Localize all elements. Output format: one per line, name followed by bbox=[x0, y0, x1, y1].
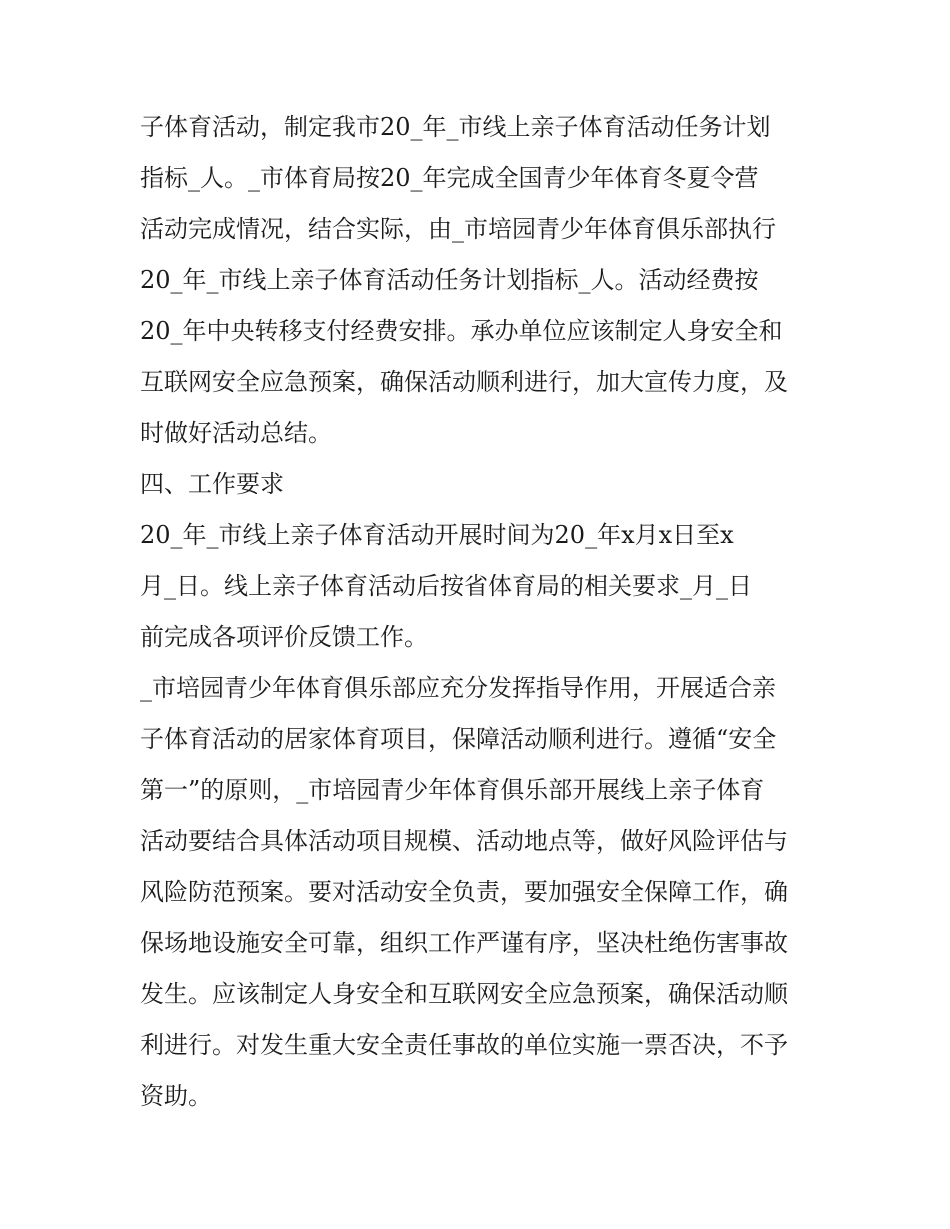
paragraph-line: 指标_人。_市体育局按20_年完成全国青少年体育冬夏令营 bbox=[140, 164, 759, 192]
paragraph-line: 前完成各项评价反馈工作。 bbox=[140, 623, 428, 651]
document-page bbox=[140, 102, 816, 1122]
paragraph-line: 互联网安全应急预案，确保活动顺利进行，加大宣传力度，及 bbox=[140, 368, 788, 396]
paragraph-line: 发生。应该制定人身安全和互联网安全应急预案，确保活动顺 bbox=[140, 980, 788, 1008]
paragraph-line: 月_日。线上亲子体育活动后按省体育局的相关要求_月_日 bbox=[140, 572, 752, 600]
paragraph-line: 利进行。对发生重大安全责任事故的单位实施一票否决，不予 bbox=[140, 1031, 788, 1059]
section-heading: 四、工作要求 bbox=[140, 470, 284, 498]
paragraph-line: _市培园青少年体育俱乐部应充分发挥指导作用，开展适合亲 bbox=[140, 674, 776, 702]
paragraph-line: 风险防范预案。要对活动安全负责，要加强安全保障工作，确 bbox=[140, 878, 788, 906]
paragraph-line: 资助。 bbox=[140, 1082, 212, 1110]
paragraph-line: 活动完成情况，结合实际，由_市培园青少年体育俱乐部执行 bbox=[140, 215, 776, 243]
paragraph-line: 保场地设施安全可靠，组织工作严谨有序，坚决杜绝伤害事故 bbox=[140, 929, 788, 957]
paragraph-line: 20_年_市线上亲子体育活动任务计划指标_人。活动经费按 bbox=[140, 266, 759, 294]
paragraph-line: 子体育活动，制定我市20_年_市线上亲子体育活动任务计划 bbox=[140, 113, 771, 141]
paragraph-line: 20_年中央转移支付经费安排。承办单位应该制定人身安全和 bbox=[140, 317, 783, 345]
paragraph-line: 子体育活动的居家体育项目，保障活动顺利进行。遵循“安全 bbox=[140, 725, 777, 753]
paragraph-line: 活动要结合具体活动项目规模、活动地点等，做好风险评估与 bbox=[140, 827, 788, 855]
paragraph-line: 20_年_市线上亲子体育活动开展时间为20_年x月x日至x bbox=[140, 521, 734, 549]
paragraph-line: 第一”的原则，_市培园青少年体育俱乐部开展线上亲子体育 bbox=[140, 776, 765, 804]
paragraph-line: 时做好活动总结。 bbox=[140, 419, 332, 447]
